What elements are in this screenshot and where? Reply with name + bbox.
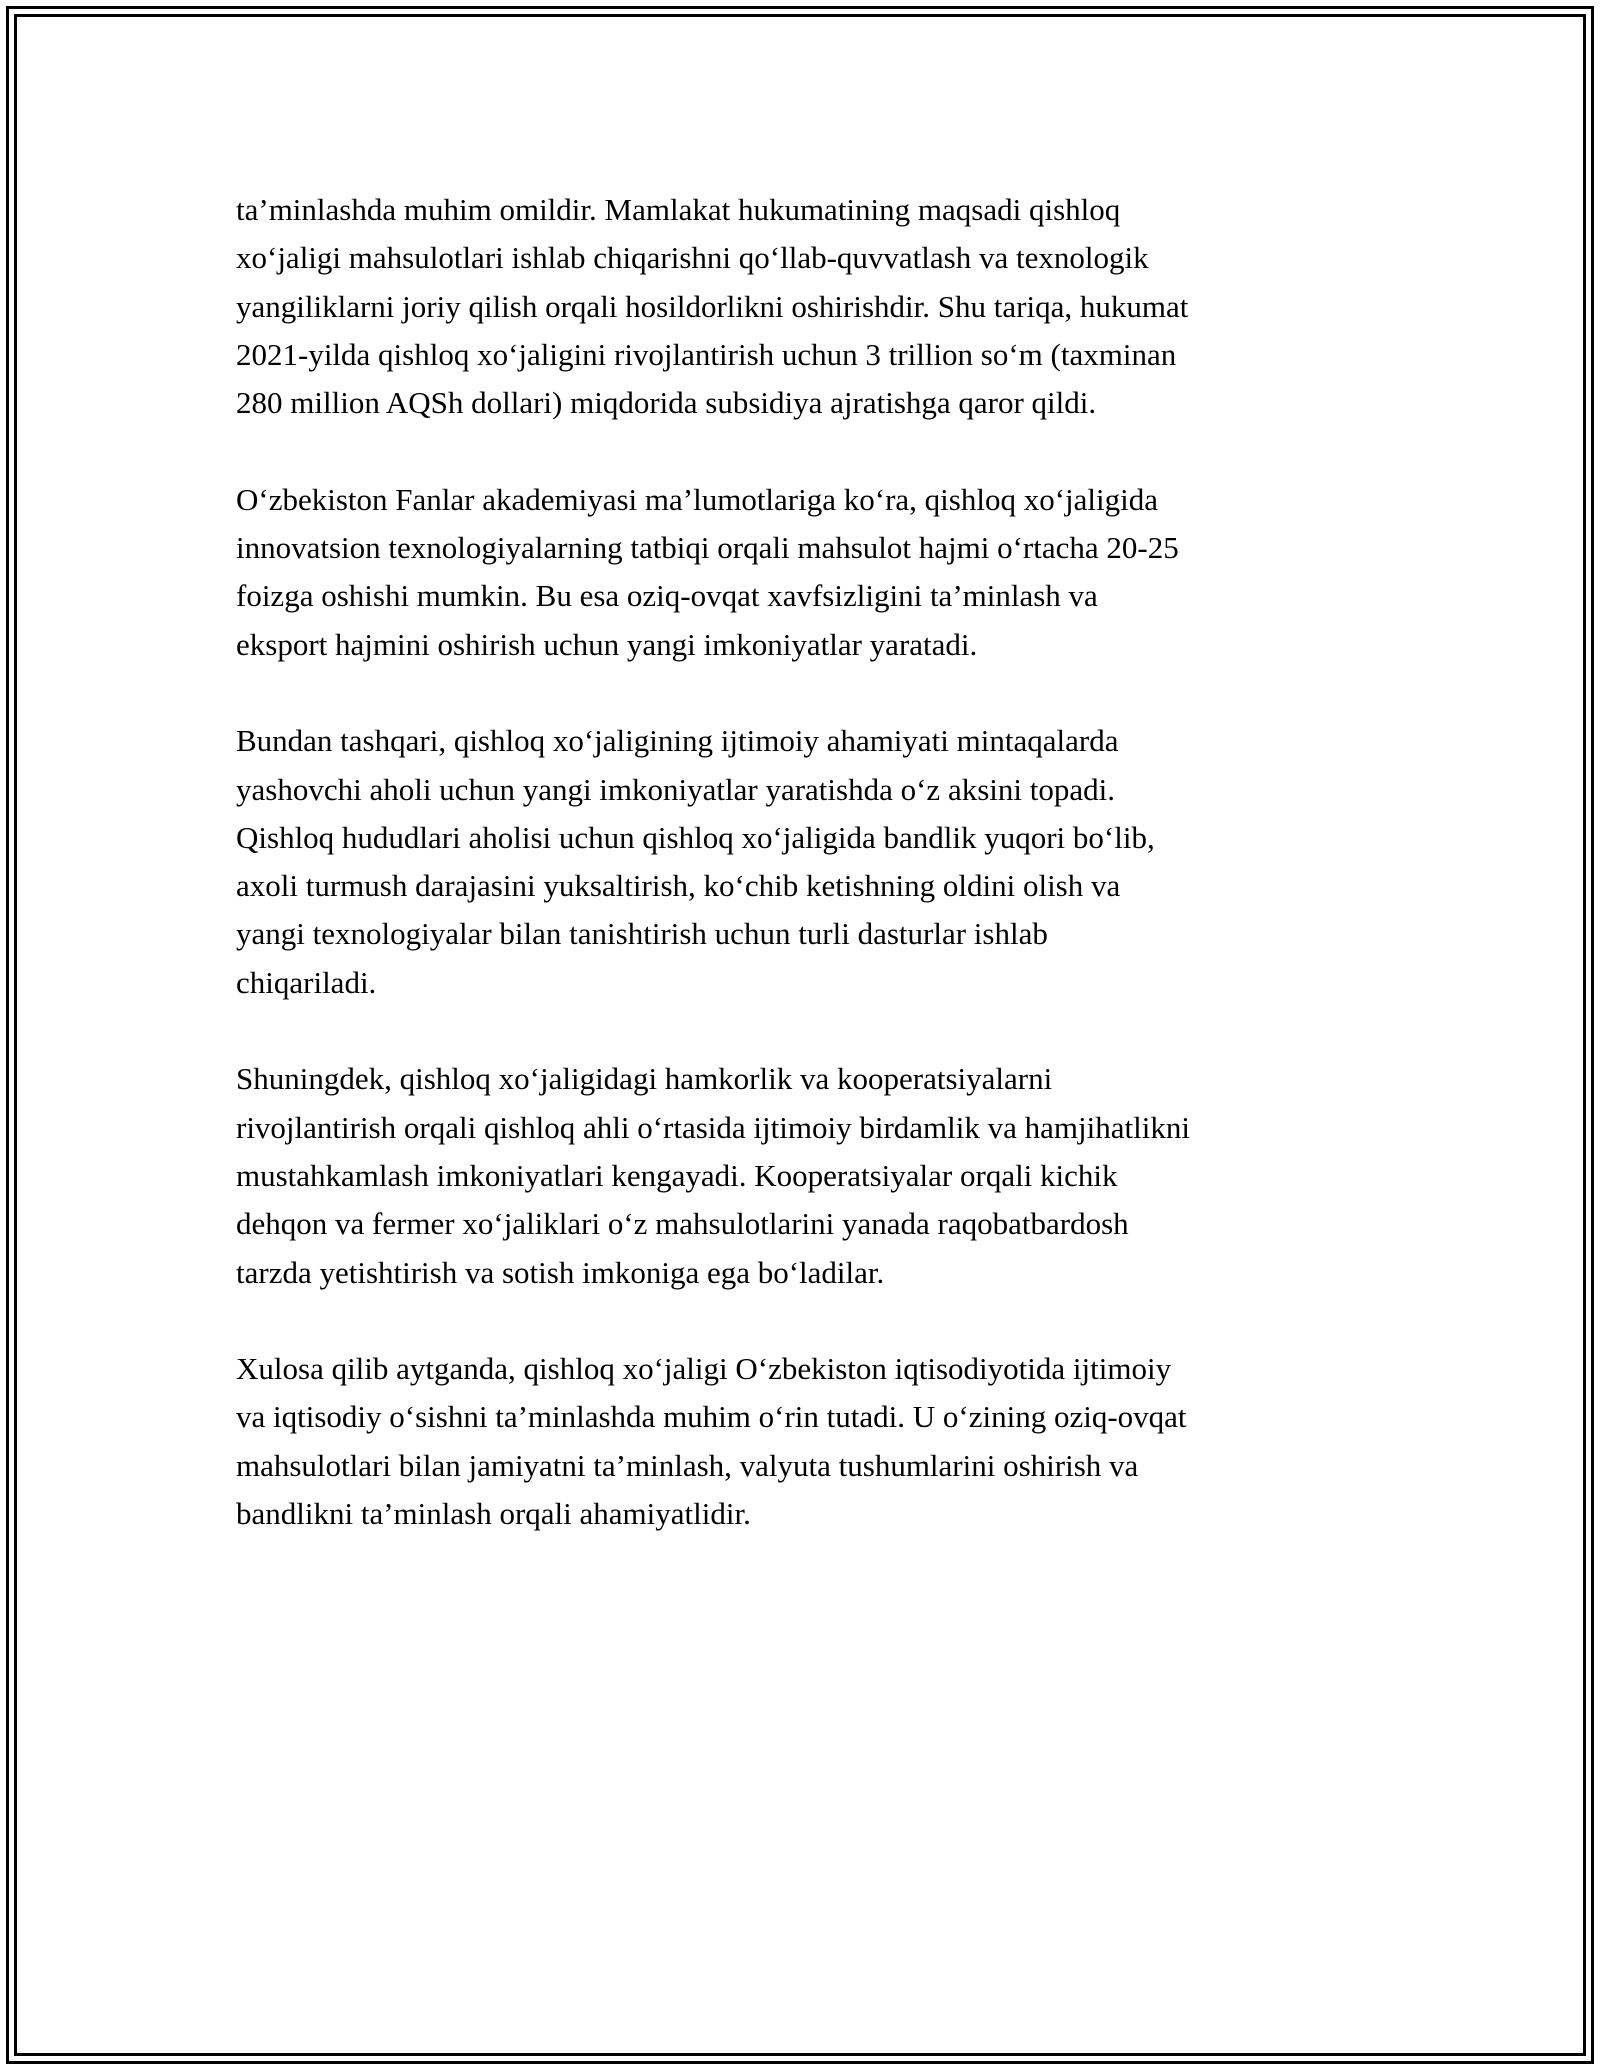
text-line: axoli turmush darajasini yuksaltirish, ko‘chib ketishning oldini olish va: [236, 868, 1121, 904]
paragraph-1: [236, 186, 1376, 427]
text-line: yangi texnologiyalar bilan tanishtirish uchun turli dasturlar ishlab: [236, 916, 1048, 952]
text-line: Shuningdek, qishloq xo‘jaligidagi hamkorlik va kooperatsiyalarni: [236, 1061, 1053, 1097]
text-line: tarzda yetishtirish va sotish imkoniga ega bo‘ladilar.: [236, 1254, 885, 1290]
text-line: O‘zbekiston Fanlar akademiyasi ma’lumotlariga ko‘ra, qishloq xo‘jaligida: [236, 481, 1158, 517]
document-body: [236, 186, 1376, 1587]
text-line: foizga oshishi mumkin. Bu esa oziq-ovqat xavfsizligini ta’minlash va: [236, 578, 1098, 614]
text-line: Qishloq hududlari aholisi uchun qishloq xo‘jaligida bandlik yuqori bo‘lib,: [236, 819, 1155, 855]
paragraph-3: [236, 717, 1376, 1007]
text-line: dehqon va fermer xo‘jaliklari o‘z mahsulotlarini yanada raqobatbardosh: [236, 1206, 1129, 1242]
paragraph-5: [236, 1345, 1376, 1538]
text-line: eksport hajmini oshirish uchun yangi imkoniyatlar yaratadi.: [236, 626, 978, 662]
text-line: 280 million AQSh dollari) miqdorida subsidiya ajratishga qaror qildi.: [236, 385, 1097, 421]
text-line: xo‘jaligi mahsulotlari ishlab chiqarishni qo‘llab-quvvatlash va texnologik: [236, 240, 1149, 276]
text-line: yashovchi aholi uchun yangi imkoniyatlar yaratishda o‘z aksini topadi.: [236, 771, 1115, 807]
paragraph-2: [236, 476, 1376, 669]
text-line: va iqtisodiy o‘sishni ta’minlashda muhim o‘rin tutadi. U o‘zining oziq-ovqat: [236, 1399, 1187, 1435]
text-line: ta’minlashda muhim omildir. Mamlakat hukumatining maqsadi qishloq: [236, 192, 1121, 227]
text-line: innovatsion texnologiyalarning tatbiqi orqali mahsulot hajmi o‘rtacha 20-25: [236, 530, 1179, 566]
text-line: Bundan tashqari, qishloq xo‘jaligining ijtimoiy ahamiyati mintaqalarda: [236, 723, 1119, 759]
text-line: bandlikni ta’minlash orqali ahamiyatlidir.: [236, 1496, 751, 1532]
text-line: 2021-yilda qishloq xo‘jaligini rivojlantirish uchun 3 trillion so‘m (taxminan: [236, 336, 1177, 372]
text-line: rivojlantirish orqali qishloq ahli o‘rtasida ijtimoiy birdamlik va hamjihatlikni: [236, 1109, 1190, 1145]
text-line: mustahkamlash imkoniyatlari kengayadi. Kooperatsiyalar orqali kichik: [236, 1157, 1118, 1193]
text-line: Xulosa qilib aytganda, qishloq xo‘jaligi O‘zbekiston iqtisodiyotida ijtimoiy: [236, 1351, 1172, 1387]
text-line: mahsulotlari bilan jamiyatni ta’minlash, valyuta tushumlarini oshirish va: [236, 1447, 1139, 1483]
text-line: chiqariladi.: [236, 964, 377, 1000]
text-line: yangiliklarni joriy qilish orqali hosildorlikni oshirishdir. Shu tariqa, hukumat: [236, 288, 1189, 324]
paragraph-4: [236, 1055, 1376, 1296]
